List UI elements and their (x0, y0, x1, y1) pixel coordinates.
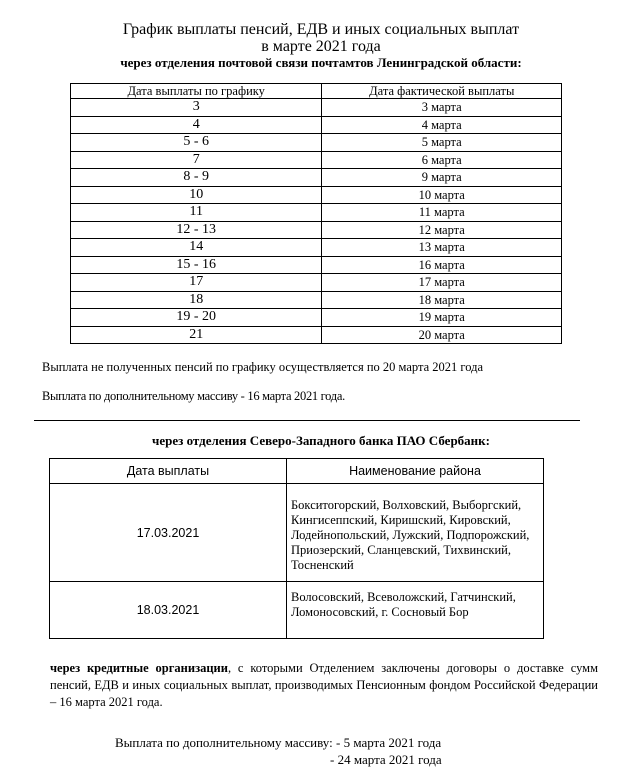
actual-date-cell: 4 марта (322, 116, 562, 134)
scheduled-date-cell: 5 - 6 (71, 134, 322, 152)
table-row (50, 582, 544, 639)
credit-organizations-text: , с которыми Отделением заключены договоры о доставке сумм пенсий, ЕДВ и иных социальных выплат, производимых Пенсионным фондом Российской Федерации – 16 марта 2021 года. (50, 661, 598, 709)
section-divider (34, 420, 580, 421)
sber-section-subtitle: через отделения Северо-Западного банка ПАО Сбербанк: (152, 433, 490, 448)
actual-date-cell: 19 марта (322, 309, 562, 327)
payment-date-cell: 18.03.2021 (50, 582, 287, 639)
table-header-row (50, 459, 544, 484)
actual-date-cell: 11 марта (322, 204, 562, 222)
table-row (71, 309, 562, 327)
table-row (71, 151, 562, 169)
actual-date-cell: 16 марта (322, 256, 562, 274)
scheduled-date-cell: 21 (71, 326, 322, 344)
scheduled-date-cell: 10 (71, 186, 322, 204)
table-row (71, 239, 562, 257)
district-list-cell: Бокситогорский, Волховский, Выборгский, Кингисеппский, Киришский, Кировский, Лодейнопольский, Лужский, Подпорожский, Приозерский, Сланцевский, Тихвинский, Тосненский (287, 484, 544, 582)
scheduled-date-cell: 19 - 20 (71, 309, 322, 327)
scheduled-date-cell: 4 (71, 116, 322, 134)
credit-additional-array-line-2: - 24 марта 2021 года (330, 752, 442, 767)
unpaid-pensions-note: Выплата не полученных пенсий по графику осуществляется по 20 марта 2021 года (42, 360, 483, 374)
page-title-line-2: в марте 2021 года (261, 38, 381, 55)
actual-date-cell: 6 марта (322, 151, 562, 169)
credit-organizations-paragraph (50, 660, 598, 711)
actual-date-cell: 5 марта (322, 134, 562, 152)
column-header-payment-date: Дата выплаты (50, 459, 287, 484)
scheduled-date-cell: 12 - 13 (71, 221, 322, 239)
table-header-row (71, 84, 562, 99)
sber-schedule-table (49, 458, 544, 639)
column-header-actual-date: Дата фактической выплаты (322, 84, 562, 99)
table-row (71, 256, 562, 274)
scheduled-date-cell: 15 - 16 (71, 256, 322, 274)
table-row (71, 116, 562, 134)
table-row (71, 326, 562, 344)
column-header-district-name: Наименование района (287, 459, 544, 484)
district-list-cell: Волосовский, Всеволожский, Гатчинский, Ломоносовский, г. Сосновый Бор (287, 582, 544, 639)
column-header-scheduled-date: Дата выплаты по графику (71, 84, 322, 99)
actual-date-cell: 20 марта (322, 326, 562, 344)
table-row (71, 134, 562, 152)
actual-date-cell: 3 марта (322, 99, 562, 117)
actual-date-cell: 10 марта (322, 186, 562, 204)
post-schedule-table (70, 83, 562, 344)
scheduled-date-cell: 18 (71, 291, 322, 309)
actual-date-cell: 17 марта (322, 274, 562, 292)
scheduled-date-cell: 8 - 9 (71, 169, 322, 187)
table-row (71, 204, 562, 222)
table-row (71, 169, 562, 187)
actual-date-cell: 12 марта (322, 221, 562, 239)
post-section-subtitle: через отделения почтовой связи почтамтов Ленинградской области: (120, 55, 522, 70)
additional-array-note: Выплата по дополнительному массиву - 16 марта 2021 года. (42, 389, 345, 403)
table-row (71, 186, 562, 204)
scheduled-date-cell: 14 (71, 239, 322, 257)
scheduled-date-cell: 7 (71, 151, 322, 169)
table-row (71, 274, 562, 292)
credit-organizations-label: через кредитные организации (50, 661, 228, 675)
table-row (71, 99, 562, 117)
payment-date-cell: 17.03.2021 (50, 484, 287, 582)
table-row (50, 484, 544, 582)
page-title-line-1: График выплаты пенсий, ЕДВ и иных социальных выплат (122, 21, 520, 38)
scheduled-date-cell: 11 (71, 204, 322, 222)
credit-additional-array-line-1: Выплата по дополнительному массиву: - 5 марта 2021 года (115, 735, 442, 750)
actual-date-cell: 9 марта (322, 169, 562, 187)
actual-date-cell: 13 марта (322, 239, 562, 257)
table-row (71, 291, 562, 309)
actual-date-cell: 18 марта (322, 291, 562, 309)
scheduled-date-cell: 3 (71, 99, 322, 117)
scheduled-date-cell: 17 (71, 274, 322, 292)
table-row (71, 221, 562, 239)
